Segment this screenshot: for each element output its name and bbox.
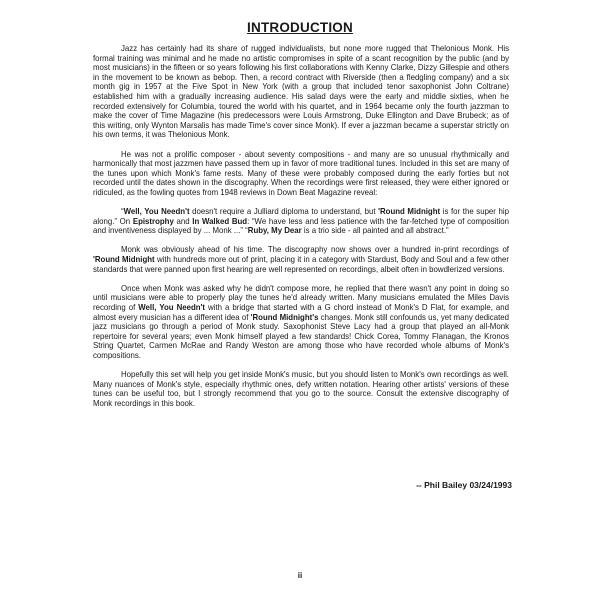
- text-run: doesn't require a Julliard diploma to understand, but: [189, 207, 379, 217]
- text-run: He was not a prolific composer - about seventy compositions - and many are so unusual rhythmically and harmonically that most jazzmen have passed them up in favor of more traditional tunes. Included in this set are many of the tunes upon which Monk's fame rests. Many of these were probably composed during the early forties but not recorded until the dates shown in the discography. When the recordings were first released, they were either ignored or ridiculed, as the fowling quotes from 1948 reviews in Down Beat Magazine reveal:: [93, 149, 509, 197]
- text-run: and a few other standards that were panned upon first hearing are well represented on recordings, albeit often in bowdlerized versions.: [93, 255, 509, 274]
- text-run: and: [173, 216, 193, 226]
- page-title: INTRODUCTION: [247, 20, 353, 35]
- paragraph: [93, 245, 509, 274]
- song-title: In Walked Bud: [192, 216, 248, 226]
- song-title: 'Round Midnight: [93, 255, 155, 265]
- text-run: : “We have less and less patience with the far-fetched type of composition and inventiveness displayed by ... Monk ...” “: [93, 216, 510, 236]
- song-title: 'Round Midnight: [378, 207, 441, 217]
- song-title: Well, You Needn't: [138, 303, 206, 313]
- body-text: [93, 44, 509, 418]
- paragraph: [93, 44, 509, 140]
- paragraph: [93, 370, 509, 408]
- text-run: Monk was obviously ahead of his time. The discography now shows over a hundred in-print recordings of: [121, 245, 509, 255]
- song-title: 'Round Midnight's: [250, 312, 319, 322]
- text-run: “: [121, 207, 124, 217]
- song-title: Ruby, My Dear: [247, 226, 302, 236]
- text-run: is for the super hip along.” On: [93, 207, 509, 226]
- author-signature: -- Phil Bailey 03/24/1993: [416, 480, 512, 490]
- text-run: Stardust, Body and Soul: [367, 255, 453, 265]
- text-run: Once when Monk was asked why he didn't compose more, he replied that there wasn't any point in doing so until musicians were able to properly play the tunes he'd already written. Many musicians emulated the Miles Davis recording of: [93, 283, 509, 313]
- song-title: Well, You Needn't: [123, 207, 190, 217]
- text-run: with a bridge that started with a G chord instead of Monk's D Flat, for example, and almost every musician has a different idea of: [93, 303, 509, 322]
- text-run: Jazz has certainly had its share of rugged individualists, but none more rugged that Thelonious Monk. His formal training was minimal and he made no artistic compromises in spite of a scant recognition by the public (and by most musicians) in the fifteen or so years following his first collaborations with Kenny Clarke, Dizzy Gillespie and others in the movement to be known as bebop. Then, a record contract with Riverside (then a fledgling company) and a six month gig in 1957 at the Five Spot in New York (with a group that included tenor saxophonist John Coltrane) established him with a gradually increasing audience. His salad days were the early and middle sixties, when he recorded extensively for Columbia, toured the world with his quartet, and in 1964 became only the fourth jazzman to make the cover of Time Magazine (his predecessors were Louis Armstrong, Duke Ellington and Dave Brubeck; as of this writing, only Wynton Marsalis has made Time's cover since Monk). If ever a jazzman became a superstar strictly on his own terms, it was Thelonious Monk.: [93, 44, 509, 140]
- page-number: ii: [297, 571, 303, 580]
- text-run: is a trio side - all painted and all abstract.”: [301, 226, 449, 236]
- text-run: with hundreds more out of print, placing it in a category with: [154, 255, 368, 265]
- song-title: Epistrophy: [132, 216, 174, 226]
- text-run: changes. Monk still confounds us, yet many dedicated jazz musicians go through a period of Monk study. Saxophonist Steve Lacy had a group that played an all-Monk repertoire for several years; even Monk himself played a few standards! Chick Corea, Tommy Flanagan, the Kronos String Quartet, Carmen McRae and Randy Weston are among those who have recorded whole albums of Monk's compositions.: [93, 312, 509, 360]
- paragraph: [93, 284, 509, 361]
- paragraph: [93, 207, 509, 236]
- text-run: Hopefully this set will help you get inside Monk's music, but you should listen to Monk's own recordings as well. Many nuances of Monk's style, especially rhythmic ones, defy written notation. Hearing other artists' versions of these tunes can be useful too, but I strongly recommend that you go to the source. Consult the extensive discography of Monk recordings in this book.: [93, 370, 509, 408]
- paragraph: [93, 150, 509, 198]
